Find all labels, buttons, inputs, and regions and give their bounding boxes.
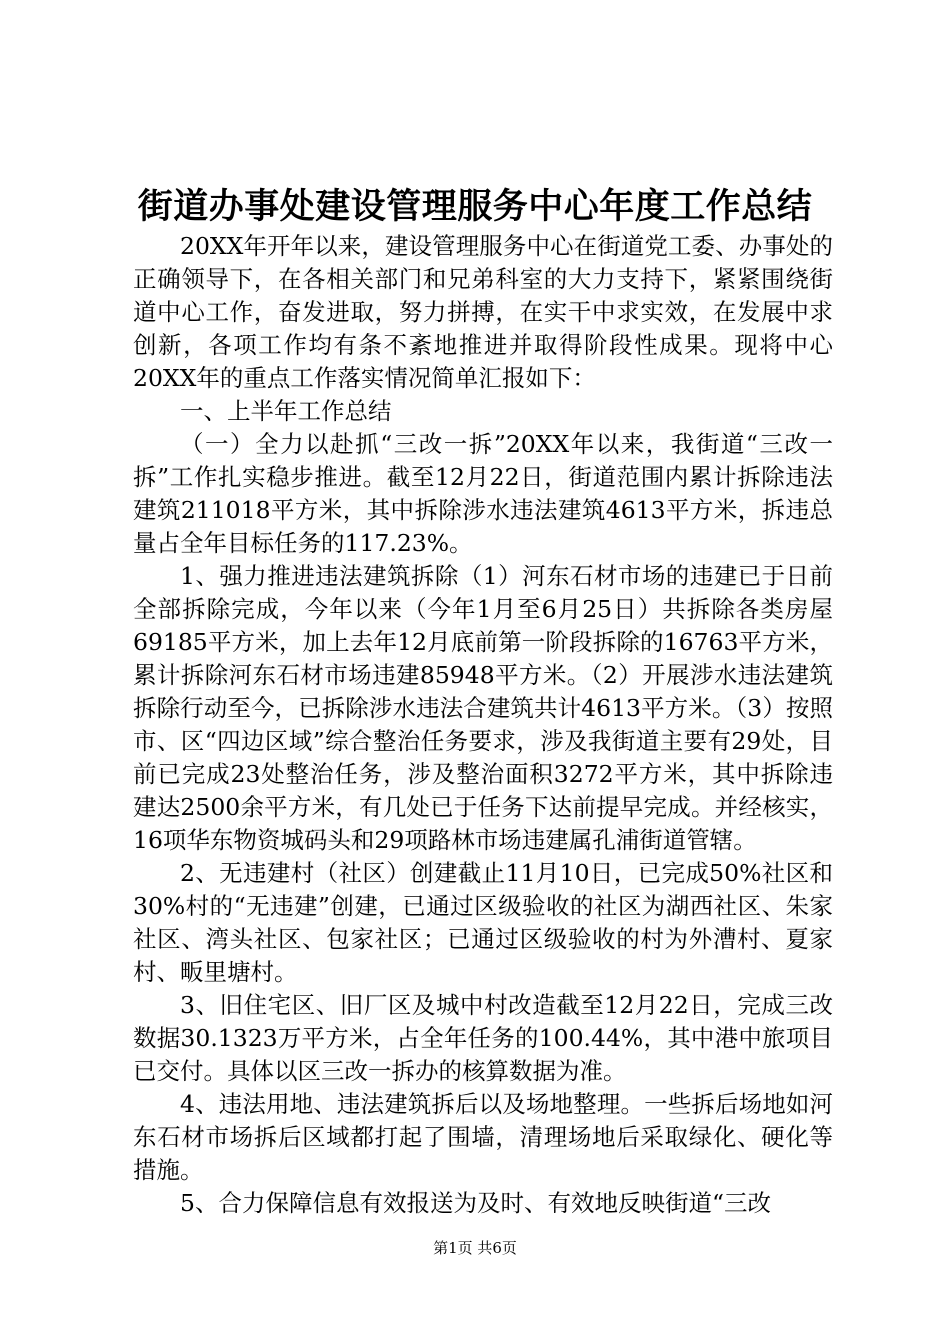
- paragraph-section-1: （一）全力以赴抓“三改一拆”20XX年以来，我街道“三改一拆”工作扎实稳步推进。截至12月22日，街道范围内累计拆除违法建筑211018平方米，其中拆除涉水违法建筑4613平方米，拆违总量占全年目标任务的117.23%。: [133, 430, 833, 557]
- paragraph-item-5: 5、合力保障信息有效报送为及时、有效地反映街道“三改: [180, 1189, 771, 1217]
- document-body: [133, 230, 833, 1220]
- paragraph-item-2: 2、无违建村（社区）创建截止11月10日，已完成50%社区和30%村的“无违建”创建，已通过区级验收的社区为湖西社区、朱家社区、湾头社区、包家社区；已通过区级验收的村为外漕村、夏家村、畈里塘村。: [133, 859, 833, 986]
- paragraph-intro: 20XX年开年以来，建设管理服务中心在街道党工委、办事处的正确领导下，在各相关部门和兄弟科室的大力支持下，紧紧围绕街道中心工作，奋发进取，努力拼搏，在实干中求实效，在发展中求创新，各项工作均有条不紊地推进并取得阶段性成果。现将中心20XX年的重点工作落实情况简单汇报如下：: [133, 232, 833, 392]
- paragraph-item-3: 3、旧住宅区、旧厂区及城中村改造截至12月22日，完成三改数据30.1323万平方米，占全年任务的100.44%，其中港中旅项目已交付。具体以区三改一拆办的核算数据为准。: [133, 991, 833, 1085]
- heading-first-half-summary: 一、上半年工作总结: [180, 397, 392, 425]
- document-title: 街道办事处建设管理服务中心年度工作总结: [137, 187, 813, 227]
- paragraph-item-1: 1、强力推进违法建筑拆除（1）河东石材市场的违建已于日前全部拆除完成，今年以来（今年1月至6月25日）共拆除各类房屋69185平方米，加上去年12月底前第一阶段拆除的16763平方米，累计拆除河东石材市场违建85948平方米。（2）开展涉水违法建筑拆除行动至今，已拆除涉水违法合建筑共计4613平方米。（3）按照市、区“四边区域”综合整治任务要求，涉及我街道主要有29处，目前已完成23处整治任务，涉及整治面积3272平方米，其中拆除违建达2500余平方米，有几处已于任务下达前提早完成。并经核实，16项华东物资城码头和29项路林市场违建属孔浦街道管辖。: [133, 562, 833, 854]
- page-number-footer: 第1页 共6页: [433, 1239, 517, 1257]
- paragraph-item-4: 4、违法用地、违法建筑拆后以及场地整理。一些拆后场地如河东石材市场拆后区域都打起了围墙，清理场地后采取绿化、硬化等措施。: [133, 1090, 833, 1184]
